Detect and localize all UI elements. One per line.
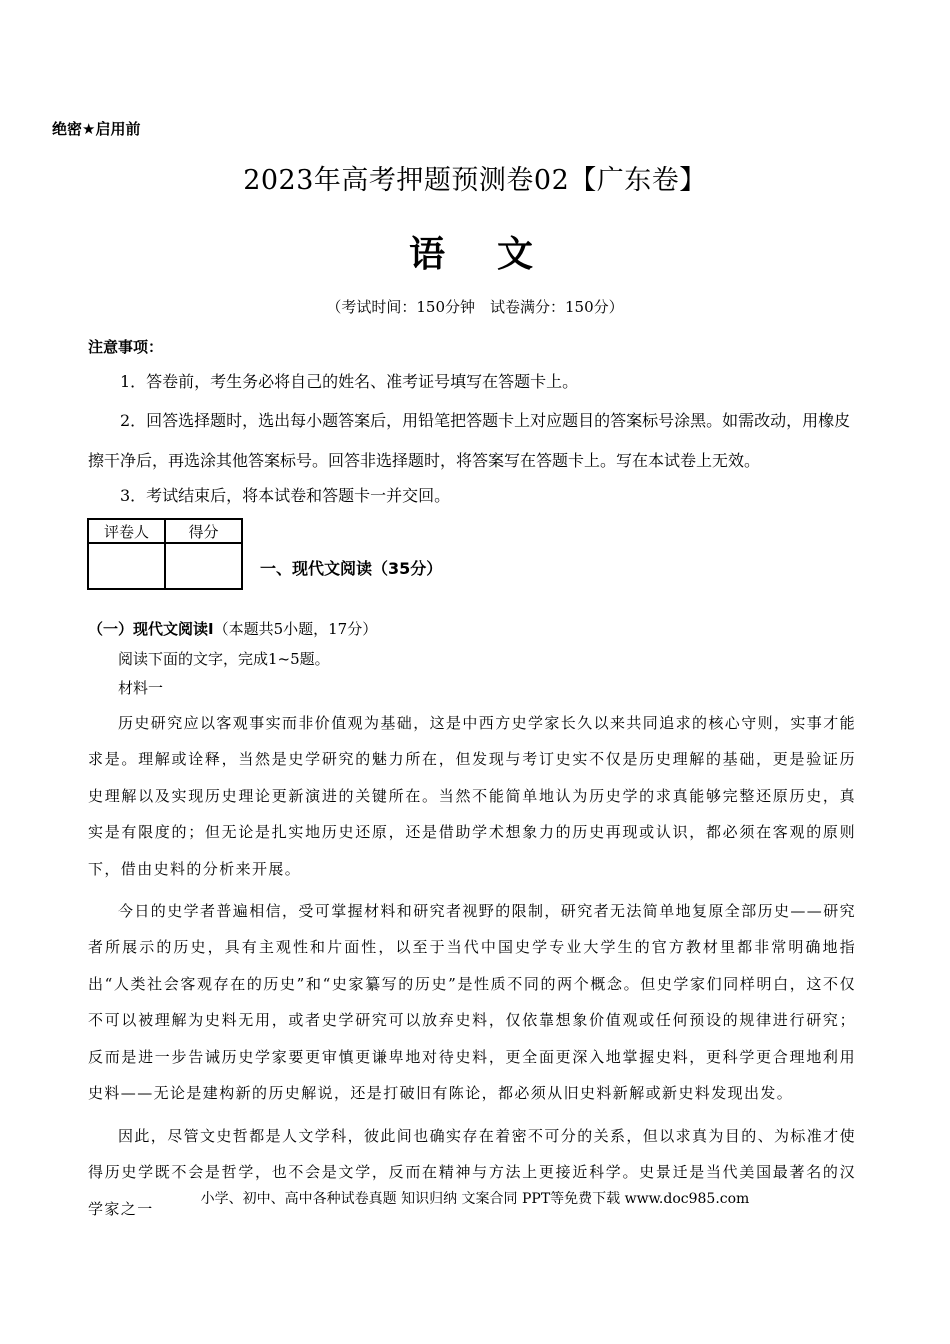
exam-info: （考试时间：150分钟 试卷满分：150分） [326,298,624,316]
score-table [87,518,243,590]
notice-item: 1．答卷前，考生务必将自己的姓名、准考证号填写在答题卡上。 [120,372,579,391]
notice-item: 2．回答选择题时，选出每小题答案后，用铅笔把答题卡上对应题目的答案标号涂黑。如需改动，用橡皮擦干净后，再选涂其他答案标号。回答非选择题时，将答案写在答题卡上。写在本试卷上无效。 [88,411,851,470]
material-label: 材料一 [118,679,164,697]
page-footer: 小学、初中、高中各种试卷真题 知识归纳 文案合同 PPT等免费下载 www.doc985.com [200,1191,750,1207]
secret-label: 绝密★启用前 [52,120,141,138]
passage-paragraph: 历史研究应以客观事实而非价值观为基础，这是中西方史学家长久以来共同追求的核心守则，实事才能求是。理解或诠释，当然是史学研究的魅力所在，但发现与考订史实不仅是历史理解的基础，更是验证历史理解以及实现历史理论更新演进的关键所在。当然不能简单地认为历史学的求真能够完整还原历史，真实是有限度的；但无论是扎实地历史还原，还是借助学术想象力的历史再现或认识，都必须在客观的原则下，借由史料的分析来开展。 [88,714,857,878]
passage-paragraph: 因此，尽管文史哲都是人文学科，彼此间也确实存在着密不可分的关系，但以求真为目的、为标准才使得历史学既不会是哲学，也不会是文学，反而在精神与方法上更接近科学。史景迁是当代美国最著名的汉学家之一 [88,1127,857,1218]
score-cell [165,543,242,589]
exam-title: 2023年高考押题预测卷02【广东卷】 [243,165,707,196]
reading-instruction: 阅读下面的文字，完成1~5题。 [118,650,330,668]
subject-title: 语 文 [408,233,541,275]
score-header: 得分 [165,519,242,543]
notice-item: 3．考试结束后，将本试卷和答题卡一并交回。 [120,486,451,505]
sub-heading-detail: （本题共5小题，17分） [213,620,378,638]
grader-header: 评卷人 [88,519,165,543]
sub-heading-title: （一）现代文阅读Ⅰ [88,620,214,638]
section-heading: 一、现代文阅读（35分） [260,559,443,578]
passage-paragraph: 今日的史学者普遍相信，受可掌握材料和研究者视野的限制，研究者无法简单地复原全部历史——研究者所展示的历史，具有主观性和片面性，以至于当代中国史学专业大学生的官方教材里都非常明确地指出“人类社会客观存在的历史”和“史家纂写的历史”是性质不同的两个概念。但史学家们同样明白，这不仅不可以被理解为史料无用，或者史学研究可以放弃史料，仅依靠想象价值观或任何预设的规律进行研究；反而是进一步告诫历史学家要更审慎更谦卑地对待史料，更全面更深入地掌握史料，更科学更合理地利用史料——无论是建构新的历史解说，还是打破旧有陈论，都必须从旧史料新解或新史料发现出发。 [88,902,857,1103]
notice-heading: 注意事项： [88,338,164,356]
grader-cell [88,543,165,589]
sub-heading [88,618,377,639]
